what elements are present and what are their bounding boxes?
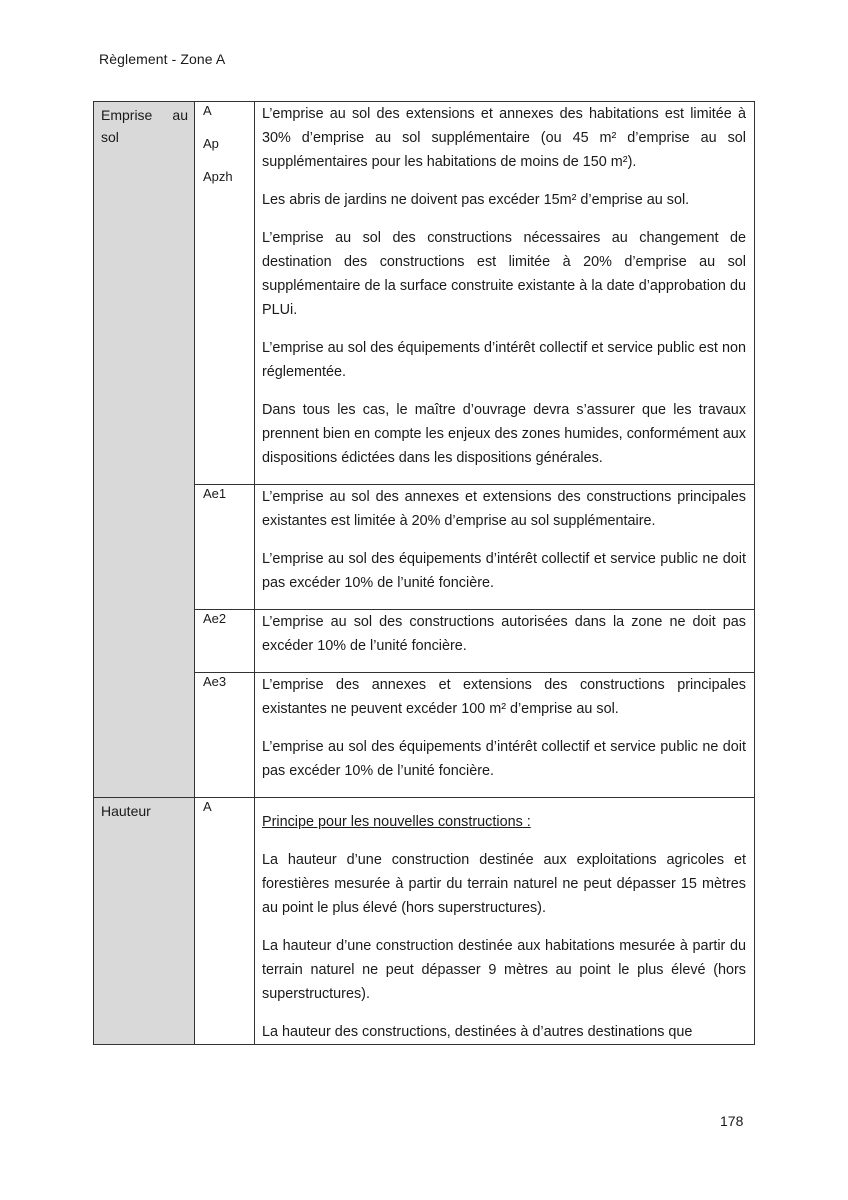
rule-paragraph: La hauteur des constructions, destinées à d’autres destinations que (262, 1024, 693, 1040)
zone-code: Ae1 (203, 486, 227, 501)
label-emprise-sol: sol (101, 129, 119, 145)
rule-text-cell (255, 798, 755, 1045)
zone-code: Ae3 (203, 674, 227, 689)
label-emprise-au: au (172, 107, 188, 123)
rule-paragraph: L’emprise au sol des équipements d’intérêt collectif et service public est non réglementée. (262, 340, 746, 380)
rule-text-cell (255, 610, 755, 673)
rule-paragraph: L’emprise au sol des annexes et extensions des constructions principales existantes est limitée à 20% d’emprise au sol supplémentaire. (262, 489, 746, 529)
rule-paragraph: L’emprise au sol des constructions nécessaires au changement de destination des constructions est limitée à 20% d’emprise au sol supplémentaire de la surface construite existante à la date d’approbation du PLUi. (262, 230, 746, 318)
rule-text-cell (255, 102, 755, 485)
row-label-hauteur (94, 798, 195, 1045)
page-header: Règlement - Zone A (99, 51, 226, 67)
rule-paragraph: L’emprise au sol des équipements d’intérêt collectif et service public ne doit pas excéder 10% de l’unité foncière. (262, 551, 746, 591)
rule-paragraph: Les abris de jardins ne doivent pas excéder 15m² d’emprise au sol. (262, 192, 690, 208)
rule-paragraph: La hauteur d’une construction destinée aux exploitations agricoles et forestières mesurée à partir du terrain naturel ne peut dépasser 15 mètres au point le plus élevé (hors superstructures). (262, 852, 746, 916)
rule-paragraph: L’emprise au sol des équipements d’intérêt collectif et service public ne doit pas excéder 10% de l’unité foncière. (262, 739, 746, 779)
zone-cell (195, 102, 255, 485)
rule-paragraph: La hauteur d’une construction destinée aux habitations mesurée à partir du terrain naturel ne peut dépasser 9 mètres au point le plus élevé (hors superstructures). (262, 938, 746, 1002)
zone-code: Apzh (203, 169, 233, 184)
rule-text-cell (255, 485, 755, 610)
row-label-emprise (94, 102, 195, 798)
zone-cell (195, 673, 255, 798)
zone-cell (195, 485, 255, 610)
table-row-hauteur (94, 798, 755, 1045)
rule-paragraph: Dans tous les cas, le maître d’ouvrage devra s’assurer que les travaux prennent bien en compte les enjeux des zones humides, conformément aux dispositions édictées dans les dispositions générales. (262, 402, 746, 466)
rule-paragraph: L’emprise des annexes et extensions des constructions principales existantes ne peuvent excéder 100 m² d’emprise au sol. (262, 677, 746, 717)
zone-code: Ae2 (203, 611, 227, 626)
zone-cell (195, 798, 255, 1045)
section-heading: Principe pour les nouvelles constructions : (262, 814, 531, 830)
zone-cell (195, 610, 255, 673)
zone-code: A (203, 799, 212, 814)
zone-code: Ap (203, 136, 219, 151)
rule-paragraph: L’emprise au sol des constructions autorisées dans la zone ne doit pas excéder 10% de l’unité foncière. (262, 614, 746, 654)
rule-paragraph: L’emprise au sol des extensions et annexes des habitations est limitée à 30% d’emprise au sol supplémentaire (ou 45 m² d’emprise au sol supplémentaires pour les habitations de moins de 150 m²). (262, 106, 746, 170)
table-row-emprise-a (94, 102, 755, 485)
rule-text-cell (255, 673, 755, 798)
label-hauteur: Hauteur (101, 803, 151, 819)
zone-code: A (203, 103, 212, 118)
page-number: 178 (720, 1113, 744, 1129)
regulation-table (93, 101, 755, 1045)
label-emprise-word: Emprise (101, 107, 153, 123)
